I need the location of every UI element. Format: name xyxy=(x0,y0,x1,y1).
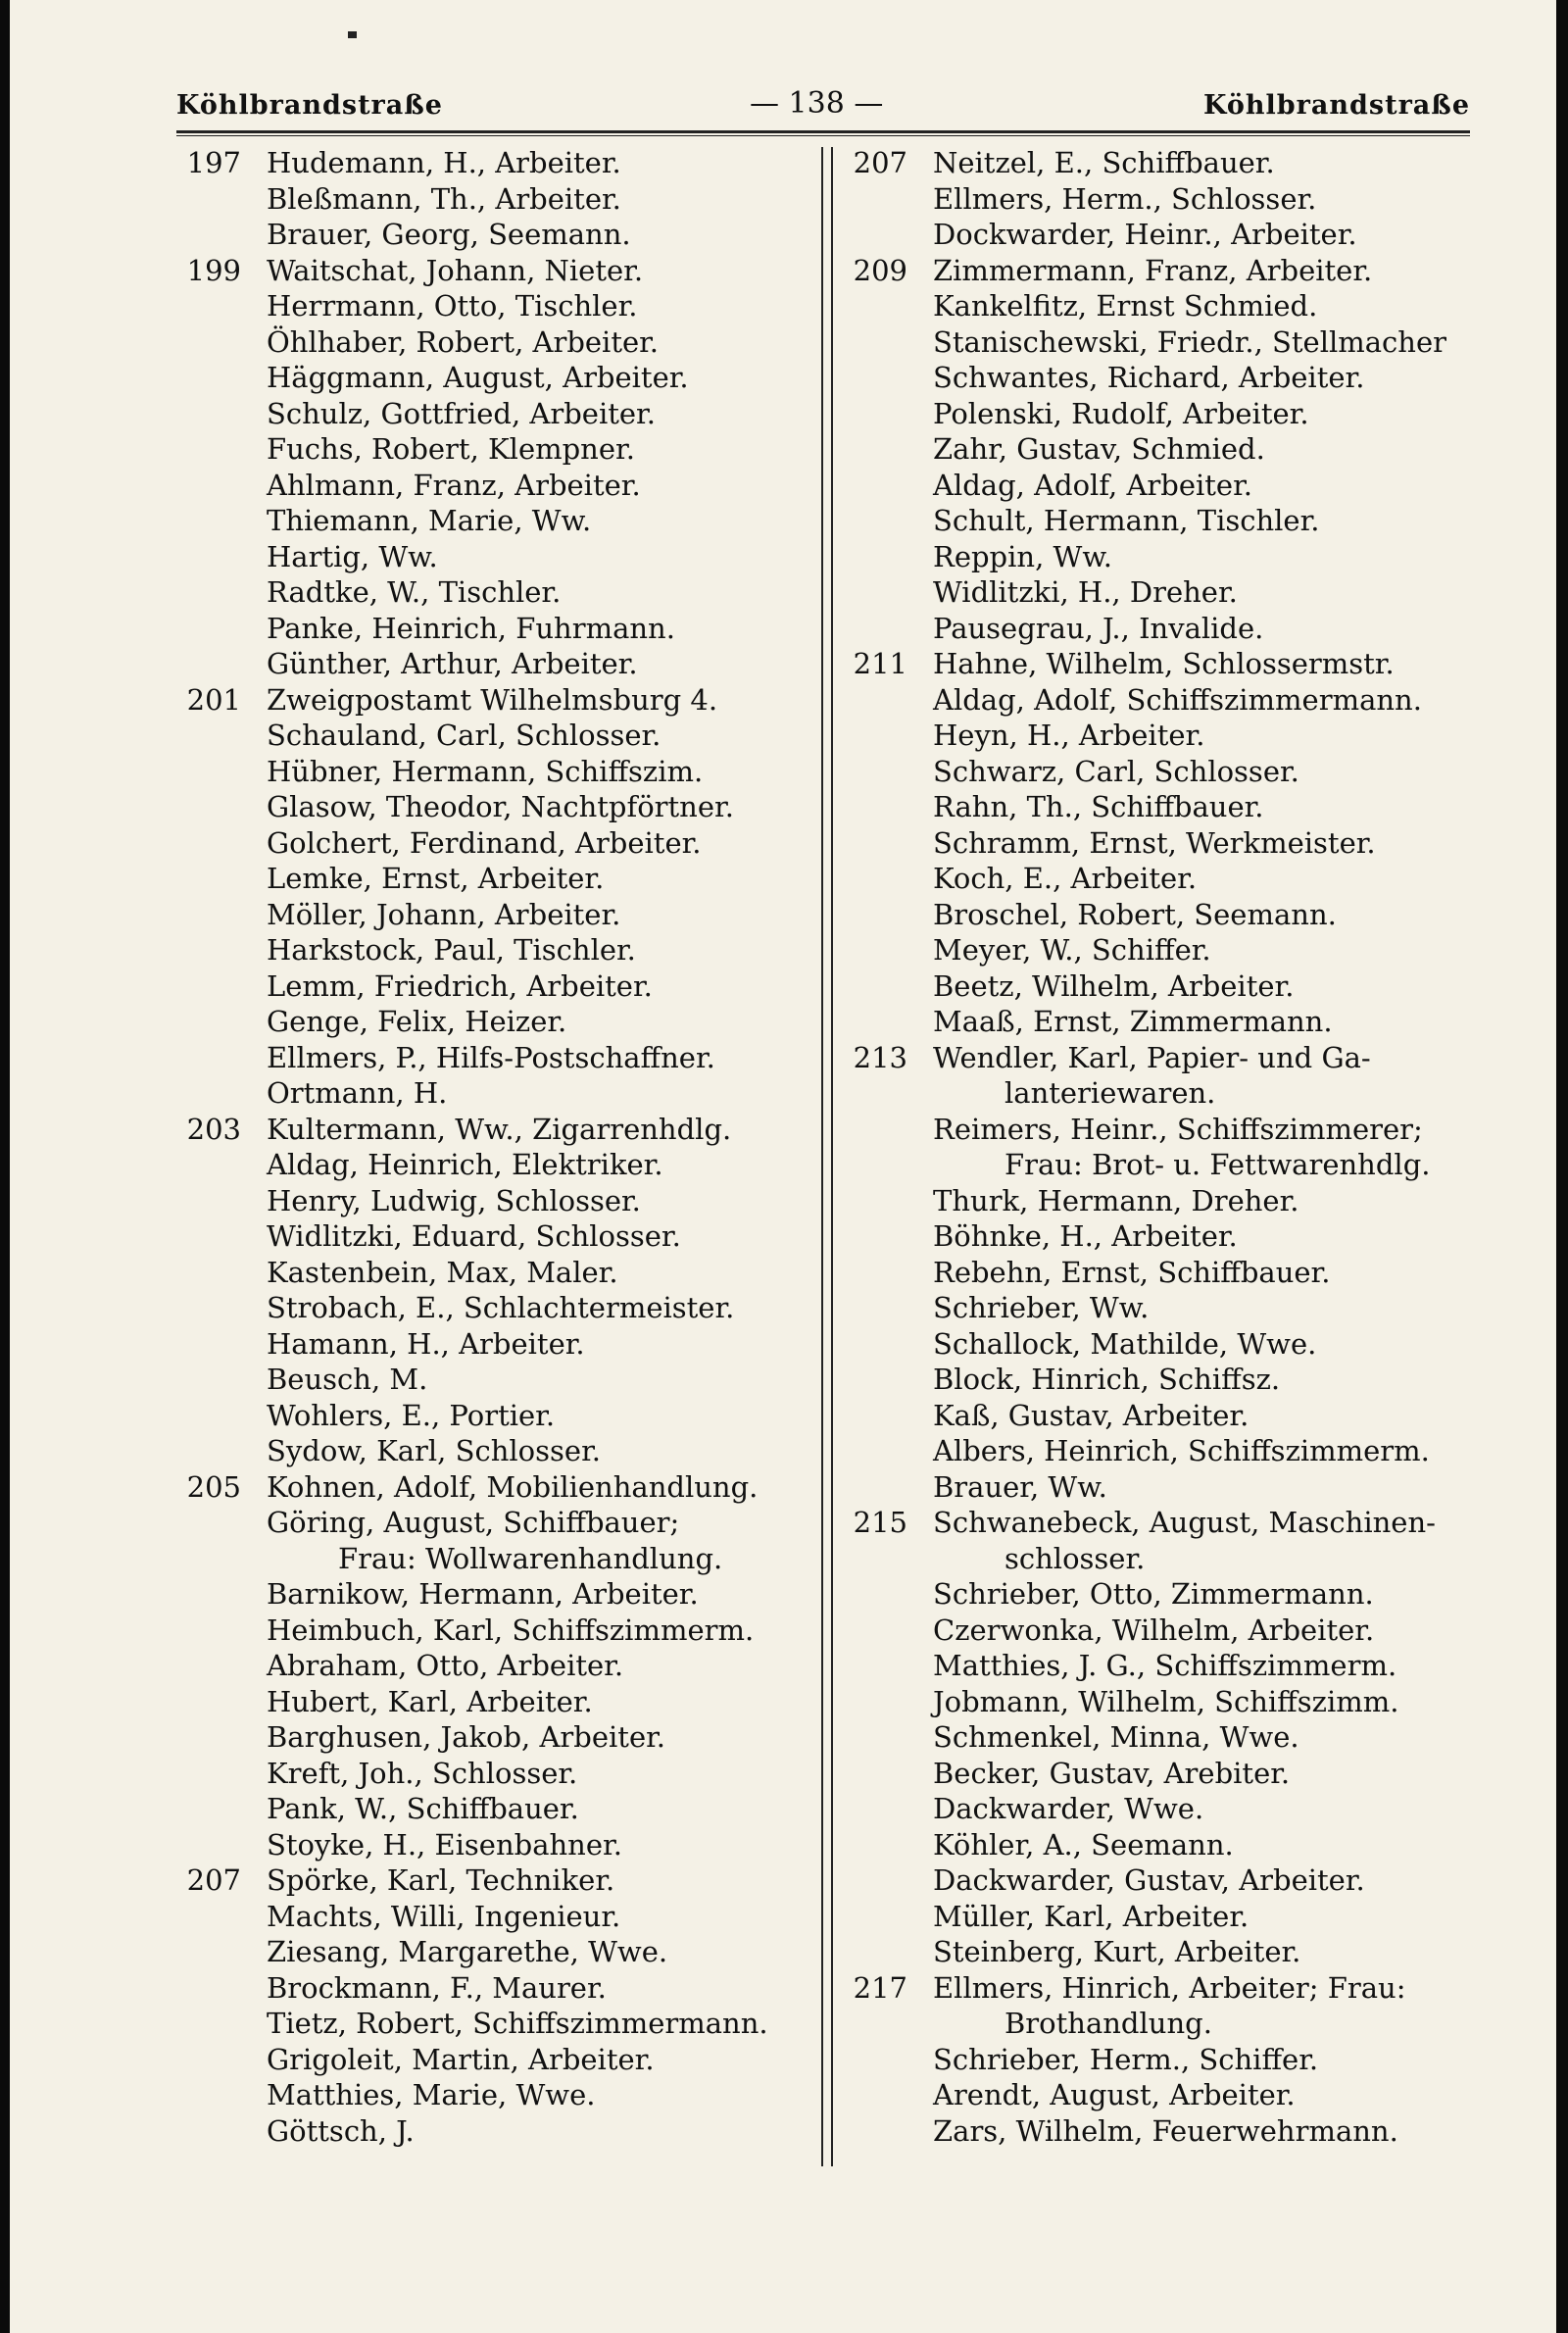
resident-text: Machts, Willi, Ingenieur. xyxy=(267,1899,621,1933)
resident-text: Köhler, A., Seemann. xyxy=(933,1827,1234,1861)
resident-text: Becker, Gustav, Arebiter. xyxy=(933,1756,1291,1790)
resident-text: Schallock, Mathilde, Wwe. xyxy=(933,1326,1317,1361)
directory-entry xyxy=(843,1899,1470,1935)
directory-entry xyxy=(176,253,804,289)
directory-entry xyxy=(843,1075,1470,1112)
directory-entry xyxy=(843,1934,1470,1970)
column-divider xyxy=(821,147,823,2166)
directory-entry xyxy=(176,503,804,539)
resident-text: Broschel, Robert, Seemann. xyxy=(933,897,1337,931)
directory-entry xyxy=(843,646,1470,682)
resident-text: Göring, August, Schiffbauer; xyxy=(267,1506,680,1539)
column-divider xyxy=(831,147,833,2166)
directory-entry xyxy=(176,1255,804,1291)
resident-text: Hübner, Hermann, Schiffszim. xyxy=(267,754,704,788)
resident-text: Stoyke, H., Eisenbahner. xyxy=(267,1827,622,1861)
directory-entry xyxy=(843,2113,1470,2150)
house-number: 209 xyxy=(853,253,907,287)
resident-text: Beusch, M. xyxy=(267,1363,428,1396)
directory-entry xyxy=(843,1791,1470,1827)
page-header xyxy=(176,86,1470,125)
directory-entry xyxy=(176,468,804,504)
resident-text: lanteriewaren. xyxy=(1004,1076,1216,1110)
resident-text: Brockmann, F., Maurer. xyxy=(267,1970,607,2005)
directory-entry xyxy=(176,1147,804,1183)
resident-text: Ellmers, P., Hilfs-Postschaffner. xyxy=(267,1040,715,1074)
resident-text: Brauer, Georg, Seemann. xyxy=(267,218,631,251)
directory-entry xyxy=(176,1862,804,1899)
directory-entry xyxy=(176,1469,804,1506)
right-column xyxy=(843,145,1470,2149)
directory-entry xyxy=(176,1613,804,1649)
resident-text: Göttsch, J. xyxy=(267,2113,415,2148)
directory-entry xyxy=(843,1469,1470,1506)
directory-entry xyxy=(843,861,1470,897)
directory-entry xyxy=(176,1218,804,1255)
directory-entry xyxy=(843,1684,1470,1720)
directory-entry xyxy=(176,1398,804,1434)
resident-text: Czerwonka, Wilhelm, Arbeiter. xyxy=(933,1613,1375,1647)
running-head-left: Köhlbrandstraße xyxy=(176,90,443,121)
directory-entry xyxy=(843,1147,1470,1183)
directory-entry xyxy=(843,754,1470,790)
resident-text: Panke, Heinrich, Fuhrmann. xyxy=(267,611,675,645)
directory-entry xyxy=(176,181,804,218)
directory-entry xyxy=(176,1075,804,1112)
resident-text: Fuchs, Robert, Klempner. xyxy=(267,432,635,466)
resident-text: Hahne, Wilhelm, Schlossermstr. xyxy=(933,647,1395,680)
resident-text: Schauland, Carl, Schlosser. xyxy=(267,719,662,752)
directory-entry xyxy=(843,539,1470,575)
directory-entry xyxy=(843,1576,1470,1613)
directory-entry xyxy=(176,968,804,1005)
resident-text: Schrieber, Otto, Zimmermann. xyxy=(933,1577,1374,1611)
resident-text: Meyer, W., Schiffer. xyxy=(933,933,1211,967)
resident-text: Jobmann, Wilhelm, Schiffszimm. xyxy=(933,1684,1399,1718)
house-number: 205 xyxy=(186,1469,241,1504)
directory-entry xyxy=(843,288,1470,324)
directory-entry xyxy=(176,574,804,611)
resident-text: Beetz, Wilhelm, Arbeiter. xyxy=(933,968,1295,1003)
directory-entry xyxy=(176,1970,804,2007)
resident-text: Dockwarder, Heinr., Arbeiter. xyxy=(933,218,1357,251)
directory-entry xyxy=(843,968,1470,1005)
resident-text: Matthies, Marie, Wwe. xyxy=(267,2078,596,2111)
resident-text: Ziesang, Margarethe, Wwe. xyxy=(267,1935,668,1968)
resident-text: Koch, E., Arbeiter. xyxy=(933,862,1198,895)
directory-entry xyxy=(843,1970,1470,2007)
directory-entry xyxy=(843,1756,1470,1792)
resident-text: Schult, Hermann, Tischler. xyxy=(933,504,1320,537)
directory-page xyxy=(10,0,1556,2333)
directory-entry xyxy=(843,1326,1470,1363)
resident-text: Zars, Wilhelm, Feuerwehrmann. xyxy=(933,2113,1398,2148)
directory-entry xyxy=(176,1648,804,1684)
resident-text: Frau: Brot- u. Fettwarenhdlg. xyxy=(1004,1148,1431,1181)
house-number: 197 xyxy=(186,146,241,179)
header-rule-thin xyxy=(176,135,1470,136)
resident-text: Hudemann, H., Arbeiter. xyxy=(267,146,621,179)
resident-text: Albers, Heinrich, Schiffszimmerm. xyxy=(933,1434,1430,1467)
directory-entry xyxy=(176,217,804,253)
resident-text: Hubert, Karl, Arbeiter. xyxy=(267,1684,593,1718)
directory-entry xyxy=(176,825,804,862)
directory-entry xyxy=(843,503,1470,539)
directory-entry xyxy=(176,1505,804,1541)
resident-text: Abraham, Otto, Arbeiter. xyxy=(267,1649,624,1682)
house-number: 203 xyxy=(186,1112,241,1146)
directory-entry xyxy=(176,1040,804,1076)
directory-entry xyxy=(176,1541,804,1577)
directory-entry xyxy=(843,1398,1470,1434)
house-number: 201 xyxy=(186,682,241,717)
directory-entry xyxy=(843,2042,1470,2078)
running-head-right: Köhlbrandstraße xyxy=(1203,90,1470,121)
directory-entry xyxy=(843,1183,1470,1219)
directory-entry xyxy=(843,1290,1470,1326)
resident-text: Pausegrau, J., Invalide. xyxy=(933,611,1264,645)
directory-entry xyxy=(176,682,804,719)
resident-text: Bleßmann, Th., Arbeiter. xyxy=(267,181,621,216)
directory-entry xyxy=(176,611,804,647)
resident-text: Rebehn, Ernst, Schiffbauer. xyxy=(933,1255,1331,1289)
resident-text: Schrieber, Ww. xyxy=(933,1291,1150,1324)
directory-entry xyxy=(176,324,804,361)
directory-entry xyxy=(176,1183,804,1219)
directory-entry xyxy=(843,897,1470,933)
resident-text: Matthies, J. G., Schiffszimmerm. xyxy=(933,1649,1397,1682)
directory-entry xyxy=(843,1862,1470,1899)
resident-text: Schwanebeck, August, Maschinen- xyxy=(933,1506,1436,1539)
directory-entry xyxy=(176,1899,804,1935)
directory-entry xyxy=(176,1576,804,1613)
directory-entry xyxy=(176,539,804,575)
directory-entry xyxy=(843,1505,1470,1541)
directory-entry xyxy=(176,646,804,682)
resident-text: Polenski, Rudolf, Arbeiter. xyxy=(933,396,1309,430)
ink-mark xyxy=(348,31,357,38)
page-number: — 138 — xyxy=(750,86,884,121)
directory-entry xyxy=(176,1433,804,1469)
directory-entry xyxy=(843,217,1470,253)
directory-entry xyxy=(176,718,804,754)
resident-text: Aldag, Adolf, Schiffszimmermann. xyxy=(933,682,1422,717)
directory-entry xyxy=(176,1004,804,1040)
resident-text: Hartig, Ww. xyxy=(267,539,438,573)
resident-text: Wendler, Karl, Papier- und Ga- xyxy=(933,1040,1371,1074)
directory-entry xyxy=(843,1218,1470,1255)
directory-entry xyxy=(843,789,1470,825)
resident-text: Heimbuch, Karl, Schiffszimmerm. xyxy=(267,1613,755,1647)
directory-entry xyxy=(176,861,804,897)
resident-text: Harkstock, Paul, Tischler. xyxy=(267,933,636,967)
directory-entry xyxy=(843,718,1470,754)
resident-text: Reppin, Ww. xyxy=(933,539,1112,573)
directory-entry xyxy=(176,789,804,825)
directory-entry xyxy=(843,324,1470,361)
directory-entry xyxy=(176,897,804,933)
resident-text: Reimers, Heinr., Schiffszimmerer; xyxy=(933,1112,1423,1146)
directory-entry xyxy=(843,396,1470,432)
resident-text: Schramm, Ernst, Werkmeister. xyxy=(933,825,1376,860)
directory-entry xyxy=(176,2006,804,2042)
resident-text: Möller, Johann, Arbeiter. xyxy=(267,897,621,931)
directory-entry xyxy=(843,1541,1470,1577)
resident-text: Schwarz, Carl, Schlosser. xyxy=(933,754,1299,788)
directory-entry xyxy=(843,1827,1470,1863)
directory-entry xyxy=(843,1719,1470,1756)
house-number: 215 xyxy=(853,1506,907,1539)
resident-text: Schulz, Gottfried, Arbeiter. xyxy=(267,396,656,430)
resident-text: Schwantes, Richard, Arbeiter. xyxy=(933,361,1365,394)
resident-text: Zweigpostamt Wilhelmsburg 4. xyxy=(267,682,718,717)
resident-text: Kohnen, Adolf, Mobilienhandlung. xyxy=(267,1469,759,1504)
directory-entry xyxy=(843,360,1470,396)
resident-text: Lemke, Ernst, Arbeiter. xyxy=(267,862,605,895)
house-number: 199 xyxy=(186,253,241,287)
directory-entry xyxy=(843,468,1470,504)
directory-entry xyxy=(176,2077,804,2113)
resident-text: Kankelfitz, Ernst Schmied. xyxy=(933,289,1318,323)
resident-text: Günther, Arthur, Arbeiter. xyxy=(267,647,638,680)
resident-text: Kaß, Gustav, Arbeiter. xyxy=(933,1398,1250,1432)
resident-text: Golchert, Ferdinand, Arbeiter. xyxy=(267,825,702,860)
resident-text: Waitschat, Johann, Nieter. xyxy=(267,253,644,287)
resident-text: Lemm, Friedrich, Arbeiter. xyxy=(267,968,653,1003)
directory-entry xyxy=(843,145,1470,181)
resident-text: Dackwarder, Wwe. xyxy=(933,1792,1204,1825)
directory-entry xyxy=(843,825,1470,862)
directory-entry xyxy=(176,2042,804,2078)
resident-text: Grigoleit, Martin, Arbeiter. xyxy=(267,2042,655,2076)
resident-text: Schrieber, Herm., Schiffer. xyxy=(933,2042,1319,2076)
directory-entry xyxy=(176,754,804,790)
directory-entry xyxy=(176,2113,804,2150)
resident-text: Barnikow, Hermann, Arbeiter. xyxy=(267,1577,699,1611)
resident-text: Neitzel, E., Schiffbauer. xyxy=(933,146,1275,179)
directory-entry xyxy=(176,288,804,324)
directory-entry xyxy=(176,1362,804,1398)
directory-entry xyxy=(176,1290,804,1326)
resident-text: Steinberg, Kurt, Arbeiter. xyxy=(933,1935,1301,1968)
resident-text: Genge, Felix, Heizer. xyxy=(267,1005,567,1038)
resident-text: Sydow, Karl, Schlosser. xyxy=(267,1434,601,1467)
resident-text: Kultermann, Ww., Zigarrenhdlg. xyxy=(267,1112,732,1146)
left-column xyxy=(176,145,804,2149)
directory-entry xyxy=(843,1040,1470,1076)
directory-entry xyxy=(843,1004,1470,1040)
directory-entry xyxy=(843,1648,1470,1684)
directory-entry xyxy=(176,431,804,468)
resident-text: Kastenbein, Max, Maler. xyxy=(267,1255,618,1289)
resident-text: Henry, Ludwig, Schlosser. xyxy=(267,1183,641,1217)
directory-entry xyxy=(843,611,1470,647)
resident-text: Schmenkel, Minna, Wwe. xyxy=(933,1720,1299,1754)
resident-text: Ortmann, H. xyxy=(267,1076,448,1110)
header-rule xyxy=(176,130,1470,133)
resident-text: Dackwarder, Gustav, Arbeiter. xyxy=(933,1863,1365,1897)
resident-text: Aldag, Heinrich, Elektriker. xyxy=(267,1148,663,1181)
directory-entry xyxy=(843,574,1470,611)
directory-entry xyxy=(176,1791,804,1827)
resident-text: Häggmann, August, Arbeiter. xyxy=(267,361,689,394)
resident-text: Zahr, Gustav, Schmied. xyxy=(933,432,1265,466)
resident-text: Radtke, W., Tischler. xyxy=(267,575,562,609)
resident-text: Ellmers, Hinrich, Arbeiter; Frau: xyxy=(933,1970,1406,2005)
resident-text: Brauer, Ww. xyxy=(933,1469,1107,1504)
directory-entry xyxy=(843,253,1470,289)
directory-entry xyxy=(176,145,804,181)
resident-text: Heyn, H., Arbeiter. xyxy=(933,719,1205,752)
directory-entry xyxy=(176,1719,804,1756)
directory-entry xyxy=(843,1613,1470,1649)
resident-text: Ellmers, Herm., Schlosser. xyxy=(933,181,1317,216)
resident-text: Hamann, H., Arbeiter. xyxy=(267,1326,585,1361)
resident-text: schlosser. xyxy=(1004,1541,1146,1575)
resident-text: Tietz, Robert, Schiffszimmermann. xyxy=(267,2007,768,2040)
resident-text: Kreft, Joh., Schlosser. xyxy=(267,1756,578,1790)
resident-text: Widlitzki, H., Dreher. xyxy=(933,575,1238,609)
resident-text: Thiemann, Marie, Ww. xyxy=(267,504,592,537)
directory-entry xyxy=(176,1756,804,1792)
resident-text: Thurk, Hermann, Dreher. xyxy=(933,1183,1299,1217)
directory-entry xyxy=(843,181,1470,218)
directory-entry xyxy=(843,2006,1470,2042)
directory-entry xyxy=(176,1934,804,1970)
house-number: 207 xyxy=(186,1863,241,1897)
resident-text: Ahlmann, Franz, Arbeiter. xyxy=(267,468,641,502)
resident-text: Öhlhaber, Robert, Arbeiter. xyxy=(267,324,660,359)
resident-text: Wohlers, E., Portier. xyxy=(267,1398,556,1432)
directory-entry xyxy=(176,1684,804,1720)
directory-entry xyxy=(176,932,804,968)
directory-entry xyxy=(843,932,1470,968)
resident-text: Spörke, Karl, Techniker. xyxy=(267,1863,615,1897)
directory-entry xyxy=(843,1362,1470,1398)
resident-text: Herrmann, Otto, Tischler. xyxy=(267,289,638,323)
resident-text: Müller, Karl, Arbeiter. xyxy=(933,1899,1250,1933)
directory-entry xyxy=(843,431,1470,468)
directory-entry xyxy=(176,1326,804,1363)
directory-entry xyxy=(176,396,804,432)
directory-entry xyxy=(843,682,1470,719)
resident-text: Glasow, Theodor, Nachtpförtner. xyxy=(267,790,734,823)
directory-entry xyxy=(176,1827,804,1863)
resident-text: Aldag, Adolf, Arbeiter. xyxy=(933,468,1252,502)
resident-text: Block, Hinrich, Schiffsz. xyxy=(933,1363,1281,1396)
directory-entry xyxy=(843,1112,1470,1148)
house-number: 211 xyxy=(853,647,907,680)
directory-entry xyxy=(176,360,804,396)
directory-entry xyxy=(843,1255,1470,1291)
house-number: 213 xyxy=(853,1040,907,1074)
resident-text: Brothandlung. xyxy=(1004,2007,1212,2040)
resident-text: Frau: Wollwarenhandlung. xyxy=(338,1541,723,1575)
resident-text: Zimmermann, Franz, Arbeiter. xyxy=(933,253,1373,287)
resident-text: Böhnke, H., Arbeiter. xyxy=(933,1219,1238,1253)
directory-entry xyxy=(176,1112,804,1148)
resident-text: Maaß, Ernst, Zimmermann. xyxy=(933,1005,1333,1038)
resident-text: Widlitzki, Eduard, Schlosser. xyxy=(267,1219,681,1253)
house-number: 207 xyxy=(853,146,907,179)
resident-text: Arendt, August, Arbeiter. xyxy=(933,2078,1296,2111)
resident-text: Strobach, E., Schlachtermeister. xyxy=(267,1291,735,1324)
directory-entry xyxy=(843,2077,1470,2113)
directory-entry xyxy=(843,1433,1470,1469)
resident-text: Stanischewski, Friedr., Stellmacher xyxy=(933,324,1446,359)
house-number: 217 xyxy=(853,1970,907,2005)
resident-text: Barghusen, Jakob, Arbeiter. xyxy=(267,1720,666,1754)
resident-text: Pank, W., Schiffbauer. xyxy=(267,1792,579,1825)
resident-text: Rahn, Th., Schiffbauer. xyxy=(933,790,1264,823)
